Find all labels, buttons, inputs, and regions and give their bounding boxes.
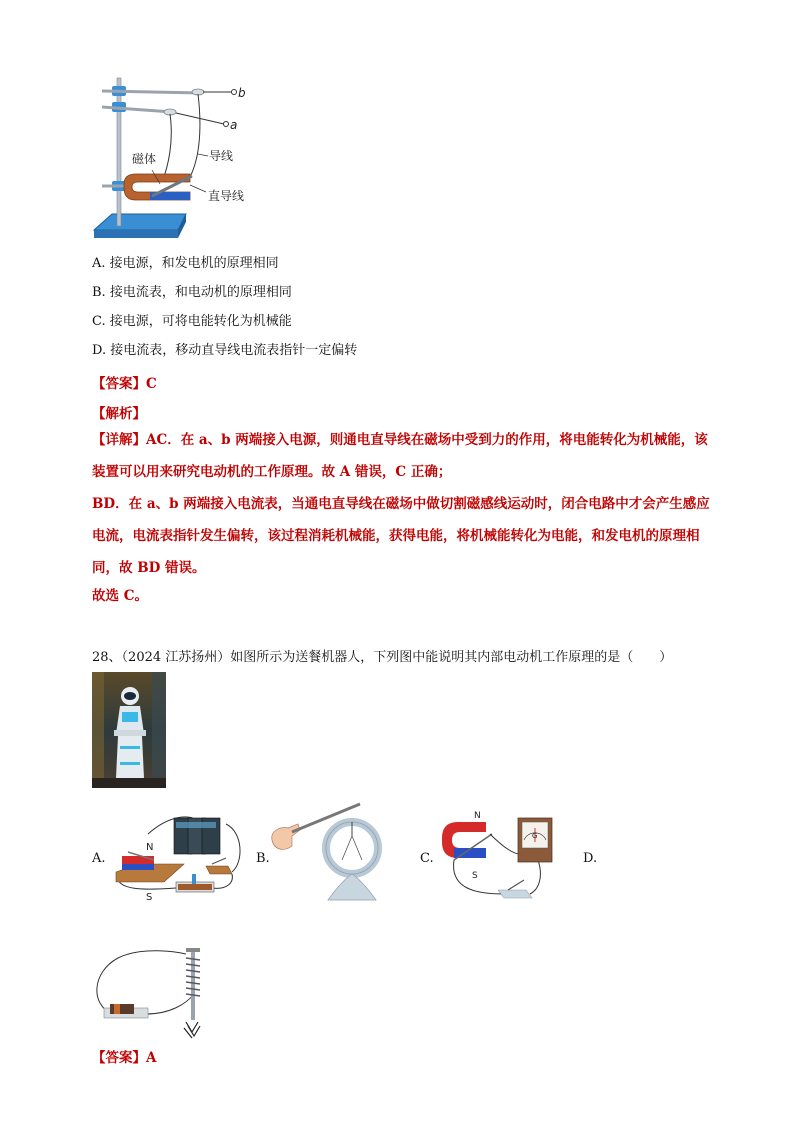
option-a-pole-n: N: [146, 842, 154, 853]
answer-value-28: A: [146, 1050, 157, 1066]
option-c-pole-s: S: [472, 871, 478, 881]
analysis-title: 【解析】: [92, 406, 146, 422]
label-b: b: [238, 86, 246, 100]
label-wire: 导线: [209, 149, 234, 163]
label-straight-wire: 直导线: [208, 189, 245, 203]
option-c-meter-label: G: [532, 832, 538, 840]
answer-line: [92, 372, 157, 392]
option-label-c: C.: [420, 851, 434, 866]
option-a: A. 接电源，和发电机的原理相同: [92, 256, 279, 271]
option-c-pole-n: N: [474, 811, 481, 821]
answer-prefix: 【答案】: [92, 376, 146, 392]
conclusion: 故选 C。: [92, 588, 148, 604]
option-c-figure: [434, 798, 564, 906]
option-c: C. 接电源，可将电能转化为机械能: [92, 314, 292, 329]
answer-line-28: [92, 1046, 156, 1066]
option-label-a: A.: [92, 851, 106, 866]
detail-paragraph-2: BD．在 a、b 两端接入电流表，当通电直导线在磁场中做切割磁感线运动时，闭合电路中才会产生感应电流，电流表指针发生偏转，该过程消耗机械能，获得电能，将机械能转化为电能，和发电机的原理相同，故 BD 错误。: [92, 496, 710, 576]
stand-magnet-figure: [90, 72, 270, 250]
label-magnet: 磁体: [132, 152, 157, 166]
question-28: 28、（2024 江苏扬州）如图所示为送餐机器人，下列图中能说明其内部电动机工作原理的是（ ）: [92, 650, 673, 665]
option-d-figure: [90, 944, 220, 1040]
option-a-figure: [108, 812, 246, 904]
label-a: a: [230, 118, 238, 132]
option-a-pole-s: S: [146, 892, 153, 903]
option-b-figure: [268, 800, 398, 904]
option-d: D. 接电流表，移动直导线电流表指针一定偏转: [92, 343, 358, 358]
detail-paragraph-1: 【详解】AC．在 a、b 两端接入电源，则通电直导线在磁场中受到力的作用，将电能转化为机械能，该装置可以用来研究电动机的工作原理。故 A 错误，C 正确；: [92, 432, 708, 480]
option-b: B. 接电流表，和电动机的原理相同: [92, 285, 292, 300]
option-label-b: B.: [256, 851, 270, 866]
option-label-d: D.: [583, 851, 598, 866]
answer-prefix-28: 【答案】: [92, 1050, 146, 1066]
robot-photo: [92, 672, 166, 788]
answer-value: C: [146, 376, 157, 392]
